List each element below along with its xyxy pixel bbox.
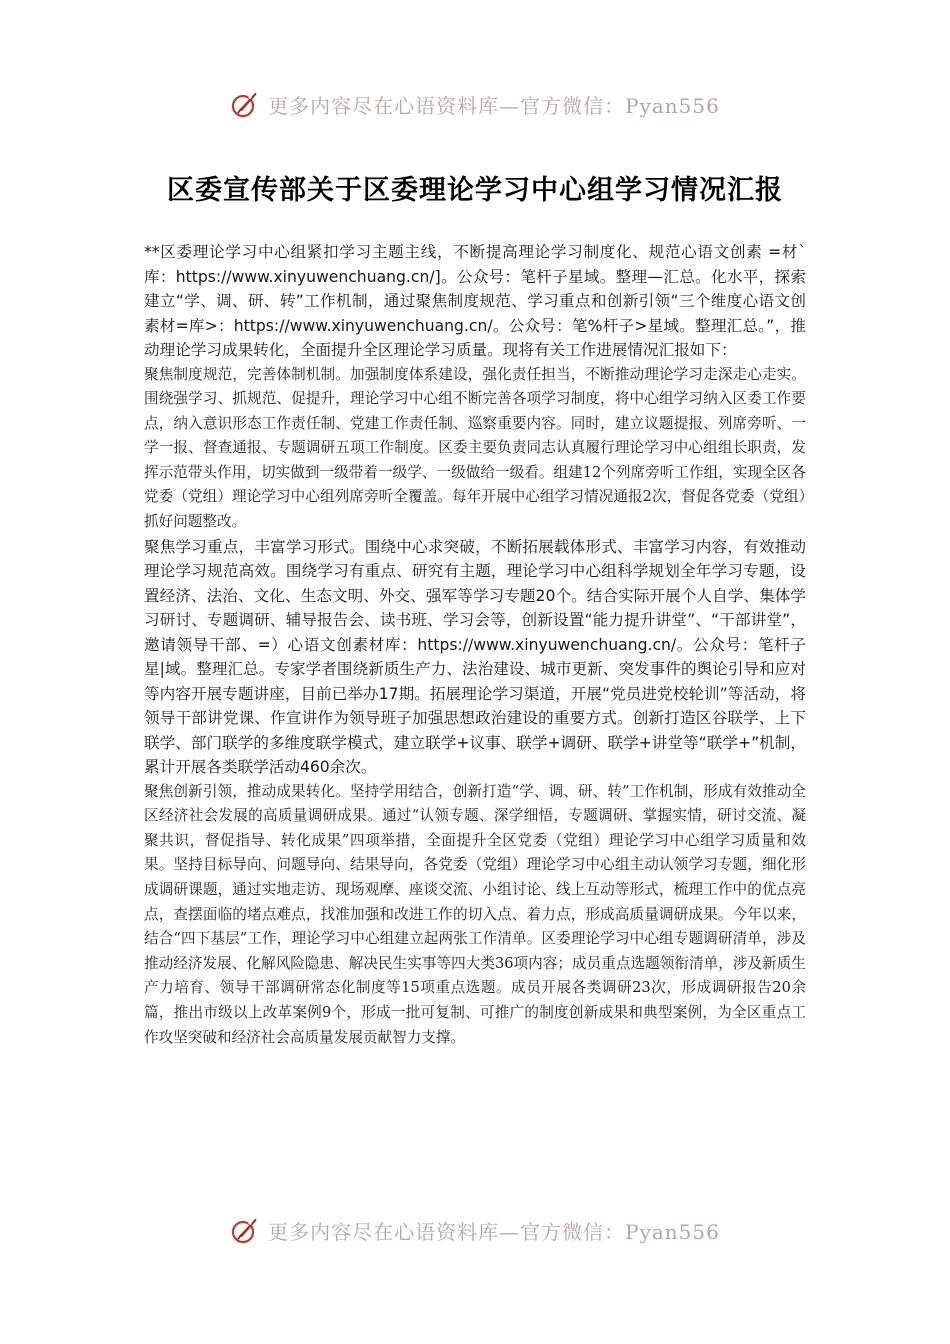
section-paragraph-innovation: 聚焦创新引领，推动成果转化。坚持学用结合，创新打造“学、调、研、转”工作机制，形成有效推动全区经济社会发展的高质量调研成果。通过“认领专题、深学细悟，专题调研、掌握实情，研讨交流、凝聚共识，督促指导、转化成果”四项举措，全面提升全区党委（党组）理论学习中心组学习质量和效果。坚持目标导向、问题导向、结果导向，各党委（党组）理论学习中心组主动认领学习专题，细化形成调研课题，通过实地走访、现场观摩、座谈交流、小组讨论、线上互动等形式，梳理工作中的优点亮点，查摆面临的堵点难点，找准加强和改进工作的切入点、着力点，形成高质量调研成果。今年以来，结合“四下基层”工作，理论学习中心组建立起两张工作清单。区委理论学习中心组专题调研清单，涉及推动经济发展、化解风险隐患、解决民生实事等四大类36项内容；成员重点选题领衔清单，涉及新质生产力培育、领导干部调研常态化制度等15项重点选题。成员开展各类调研23次，形成调研报告20余篇，推出市级以上改革案例9个，形成一批可复制、可推广的制度创新成果和典型案例，为全区重点工作攻坚突破和经济社会高质量发展贡献智力支撑。 — [144, 782, 806, 1046]
quill-logo-icon — [230, 1215, 260, 1245]
document-body — [144, 240, 806, 1050]
banner-text: 更多内容尽在心语资料库—官方微信：Pyan556 — [268, 93, 720, 118]
footer-banner — [0, 1210, 950, 1250]
intro-paragraph: **区委理论学习中心组紧扣学习主题主线，不断提高理论学习制度化、规范心语文创素 =材`库：https://www.xinyuwenchuang.cn/]。公众号：笔杆子星域。整理—汇总。化水平，探索建立“学、调、研、转”工作机制，通过聚焦制度规范、学习重点和创新引领“三个维度心语文创素材=库>：https://www.xinyuwenchuang.cn/。公众号：笔%杆子>星域。整理汇总。”，推动理论学习成果转化，全面提升全区理论学习质量。现将有关工作进展情况汇报如下： — [144, 243, 806, 359]
quill-logo-icon — [230, 89, 260, 119]
section-paragraph-system: 聚焦制度规范，完善体制机制。加强制度体系建设，强化责任担当，不断推动理论学习走深走心走实。围绕强学习、抓规范、促提升，理论学习中心组不断完善各项学习制度，将中心组学习纳入区委工作要点，纳入意识形态工作责任制、党建工作责任制、巡察重要内容。同时，建立议题提报、列席旁听、一学一报、督查通报、专题调研五项工作制度。区委主要负责同志认真履行理论学习中心组组长职责，发挥示范带头作用，切实做到一级带着一级学、一级做给一级看。组建12个列席旁听工作组，实现全区各党委（党组）理论学习中心组列席旁听全覆盖。每年开展中心组学习情况通报2次，督促各党委（党组）抓好问题整改。 — [144, 365, 806, 531]
document-title: 区委宣传部关于区委理论学习中心组学习情况汇报 — [167, 175, 783, 207]
header-banner — [0, 84, 950, 124]
banner-text: 更多内容尽在心语资料库—官方微信：Pyan556 — [268, 1219, 720, 1244]
section-paragraph-study-focus: 聚焦学习重点，丰富学习形式。围绕中心求突破，不断拓展载体形式、丰富学习内容，有效推动理论学习规范高效。围绕学习有重点、研究有主题，理论学习中心组科学规划全年学习专题，设置经济、法治、文化、生态文明、外交、强军等学习专题20个。结合实际开展个人自学、集体学习研讨、专题调研、辅导报告会、读书班、学习会等，创新设置“能力提升讲堂”、“干部讲堂”，邀请领导干部、=）心语文创素材库：https://www.xinyuwenchuang.cn/。公众号：笔杆子星|域。整理汇总。专家学者围绕新质生产力、法治建设、城市更新、突发事件的舆论引导和应对等内容开展专题讲座，目前已举办17期。拓展理论学习渠道，开展“党员进党校轮训”等活动，将领导干部讲党课、作宣讲作为领导班子加强思想政治建设的重要方式。创新打造区谷联学、上下联学、部门联学的多维度联学模式，建立联学+议事、联学+调研、联学+讲堂等“联学+”机制，累计开展各类联学活动460余次。 — [144, 537, 806, 777]
